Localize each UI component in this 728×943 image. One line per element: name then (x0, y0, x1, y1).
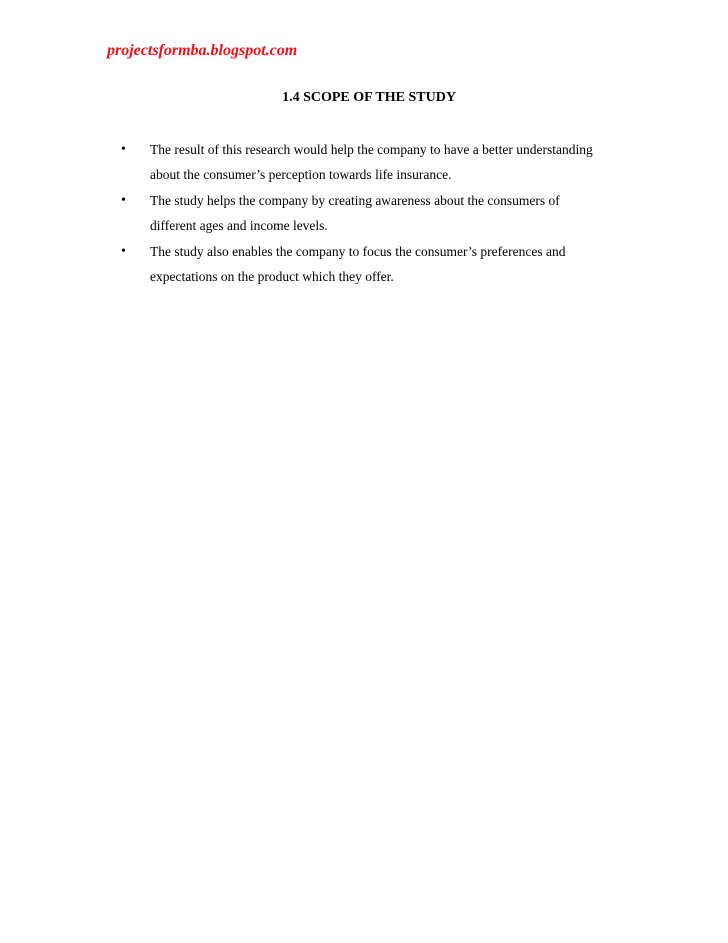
list-item-line: The result of this research would help the company to have a better understanding (150, 142, 593, 157)
bullet-list (0, 137, 728, 290)
list-item-line: different ages and income levels. (150, 218, 328, 233)
bullet-icon: • (121, 244, 126, 259)
list-item-line: The study helps the company by creating awareness about the consumers of (150, 193, 560, 208)
list-item (0, 137, 728, 187)
list-item-line: about the consumer’s perception towards life insurance. (150, 167, 452, 182)
list-item (0, 188, 728, 238)
list-item-line: The study also enables the company to focus the consumer’s preferences and (150, 244, 566, 259)
bullet-icon: • (121, 193, 126, 208)
section-heading: 1.4 SCOPE OF THE STUDY (282, 90, 456, 105)
list-item-line: expectations on the product which they offer. (150, 269, 394, 284)
bullet-icon: • (121, 142, 126, 157)
watermark-link-text: projectsformba.blogspot.com (107, 42, 298, 59)
list-item (0, 239, 728, 289)
